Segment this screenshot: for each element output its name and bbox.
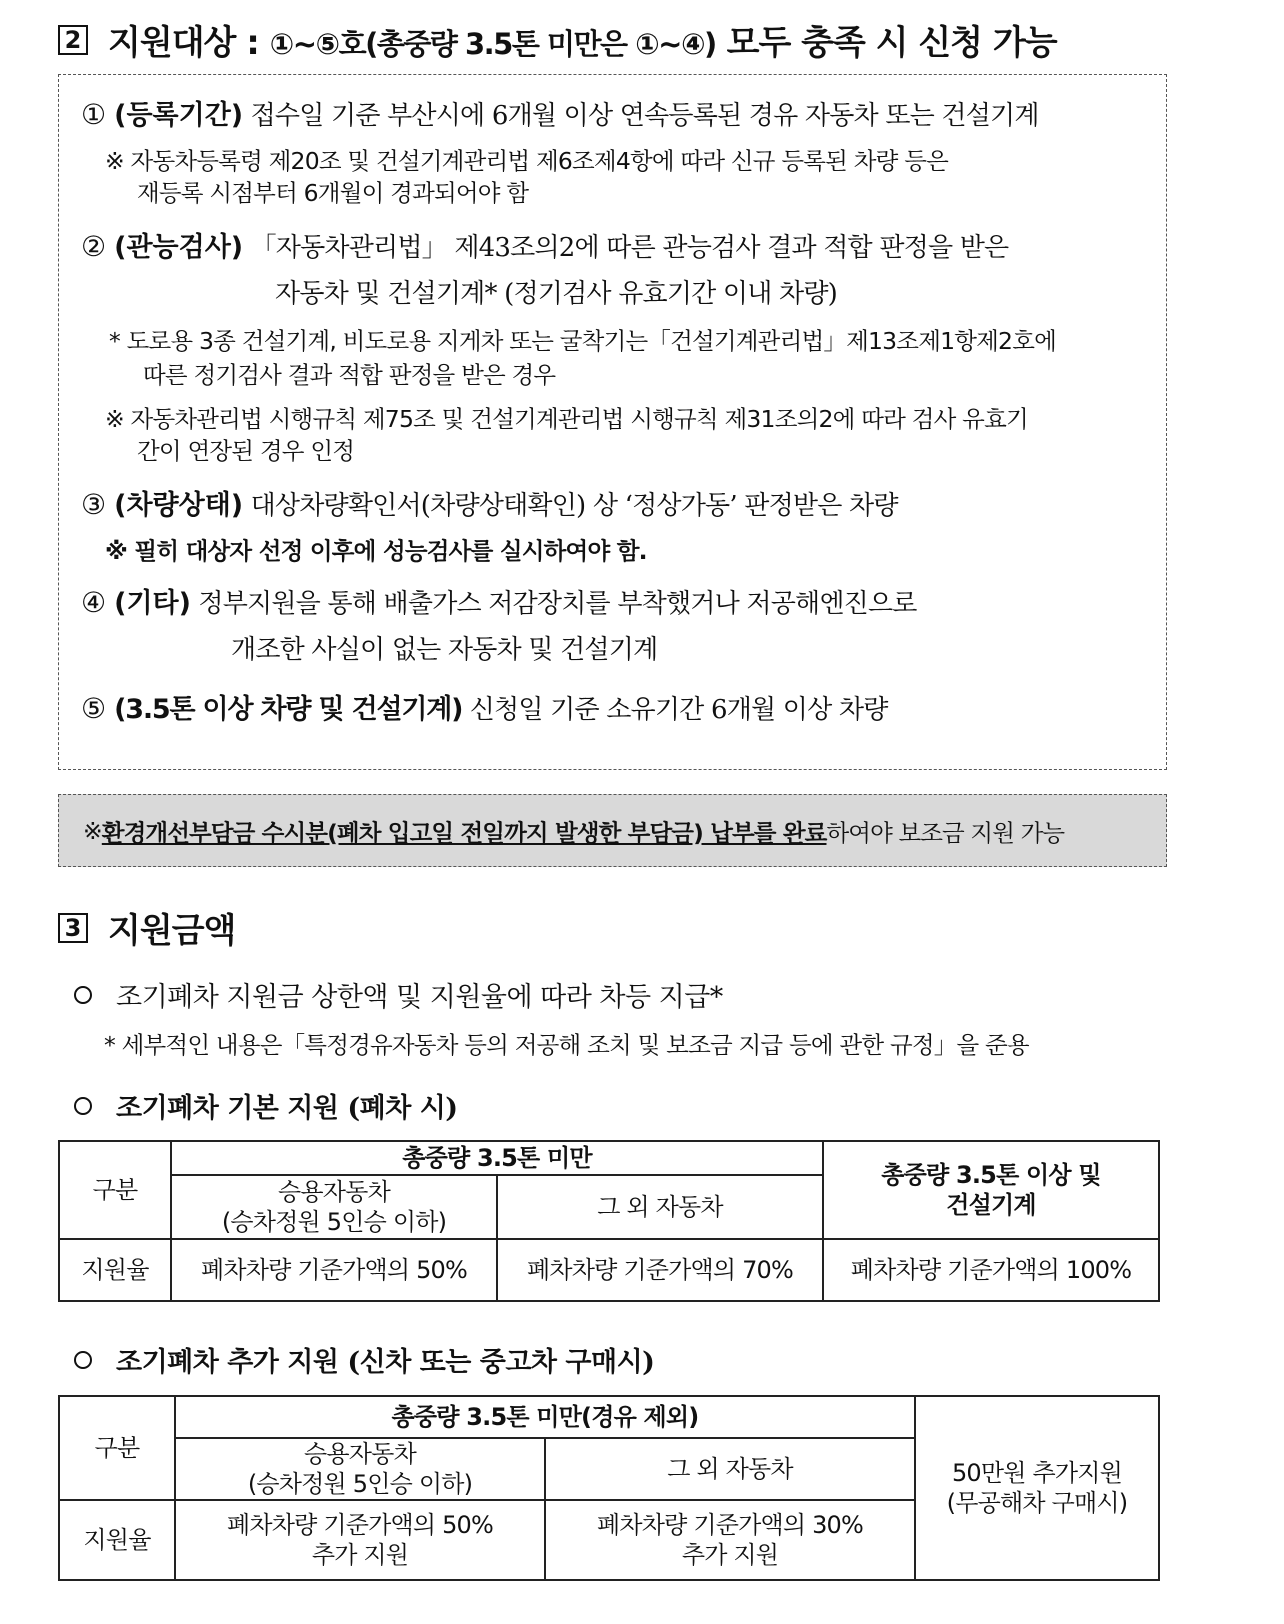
criterion-2-cont [275,273,837,310]
footnote-regulation: * 세부적인 내용은「특정경유자동차 등의 저공해 조치 및 보조금 지급 등에 관한 규정」을 준용 [104,1031,1029,1059]
criterion-3-mark: ③ [81,488,107,521]
t2-value-passenger-line2: 추가 지원 [311,1541,409,1569]
t2-right-line1: 50만원 추가지원 [951,1459,1123,1487]
t2-value-other [545,1500,915,1580]
t1-header-other: 그 외 자동차 [497,1175,823,1239]
t2-value-other-line2: 추가 지원 [681,1541,779,1569]
t2-right-line2: (무공해차 구매시) [946,1489,1128,1517]
basic-support-table [58,1140,1160,1302]
t2-header-other: 그 외 자동차 [545,1438,915,1500]
criterion-2 [81,225,1008,264]
notice-prefix: ※ [83,816,102,845]
t1-header-category: 구분 [59,1141,171,1239]
bullet-support-limit [74,975,723,1014]
section3-title: 지원금액 [108,911,236,951]
bullet-basic-support [74,1086,458,1125]
t1-header-over35-line2: 건설기계 [946,1191,1036,1219]
criterion-3-text: 대상차량확인서(차량상태확인) 상 ‘정상가동’ 판정받은 차량 [243,491,898,521]
criteria-box [58,74,1167,770]
criterion-5-mark: ⑤ [81,692,107,725]
t2-right-cell [915,1396,1159,1580]
bullet-basic-support-text: 조기폐차 기본 지원 (폐차 시) [116,1093,458,1124]
criterion-4-label: (기타) [114,588,191,619]
t1-row-label: 지원율 [59,1239,171,1301]
criterion-2-text2: 자동차 및 건설기계* (정기검사 유효기간 이내 차량) [275,279,837,309]
section2-number: 2 [58,25,88,55]
criterion-3-label: (차량상태) [114,490,244,521]
additional-support-table [58,1395,1160,1581]
section2-title-main: 지원대상 : [108,23,270,63]
t2-header-category: 구분 [59,1396,175,1500]
criterion-4-mark: ④ [81,586,107,619]
criterion-4-text2: 개조한 사실이 없는 자동차 및 건설기계 [231,635,658,665]
payment-notice [58,794,1167,867]
t1-header-passenger-line2: (승차정원 5인승 이하) [221,1208,447,1236]
criterion-1-label: (등록기간) [114,100,244,131]
criterion-4-cont [231,629,657,666]
criterion-2-label: (관능검사) [114,232,244,263]
t1-header-passenger-line1: 승용자동차 [278,1178,390,1206]
note-1-line2: 재등록 시점부터 6개월이 경과되어야 함 [137,179,529,207]
notice-underlined: 환경개선부담금 수시분(폐차 입고일 전일까지 발생한 부담금) 납부를 완료 [101,818,827,847]
t1-value-passenger: 폐차차량 기준가액의 50% [171,1239,497,1301]
section3-number: 3 [58,913,88,943]
note-3-line2: 간이 연장된 경우 인정 [137,437,355,465]
criterion-1 [81,93,1039,132]
section2-title-end: 모두 충족 시 신청 가능 [715,23,1057,63]
note-4: ※ 필히 대상자 선정 이후에 성능검사를 실시하여야 함. [105,537,647,565]
bullet-additional-support [74,1340,654,1379]
bullet-circle-icon [74,986,92,1004]
t2-header-passenger-line1: 승용자동차 [304,1440,416,1468]
t2-value-passenger-line1: 폐차차량 기준가액의 50% [226,1511,494,1539]
criterion-1-text: 접수일 기준 부산시에 6개월 이상 연속등록된 경유 자동차 또는 건설기계 [243,101,1039,131]
criterion-1-mark: ① [81,98,107,131]
t1-value-other: 폐차차량 기준가액의 70% [497,1239,823,1301]
criterion-4 [81,581,917,620]
section3-heading [58,903,235,952]
bullet-circle-icon [74,1351,92,1369]
notice-suffix: 하여야 보조금 지원 가능 [826,818,1065,847]
criterion-2-mark: ② [81,230,107,263]
criterion-2-text: 「자동차관리법」 제43조의2에 따른 관능검사 결과 적합 판정을 받은 [243,233,1009,263]
t2-header-passenger-line2: (승차정원 5인승 이하) [247,1470,473,1498]
criterion-5-text: 신청일 기준 소유기간 6개월 이상 차량 [462,695,888,725]
criterion-5-label: (3.5톤 이상 차량 및 건설기계) [114,694,463,725]
t2-header-passenger [175,1438,545,1500]
t1-header-over35 [823,1141,1159,1239]
t1-header-over35-line1: 총중량 3.5톤 이상 및 [881,1161,1101,1189]
t2-value-other-line1: 폐차차량 기준가액의 30% [596,1511,864,1539]
criterion-5 [81,687,888,726]
t2-row-label: 지원율 [59,1500,175,1580]
t1-header-passenger [171,1175,497,1239]
note-3-line1: ※ 자동차관리법 시행규칙 제75조 및 건설기계관리법 시행규칙 제31조의2에 따라 검사 유효기 [105,405,1028,433]
note-1-line1: ※ 자동차등록령 제20조 및 건설기계관리법 제6조제4항에 따라 신규 등록된 차량 등은 [105,147,949,175]
note-2-line2: 따른 정기검사 결과 적합 판정을 받은 경우 [143,361,556,389]
bullet-support-limit-text: 조기폐차 지원금 상한액 및 지원율에 따라 차등 지급* [116,982,723,1013]
bullet-additional-support-text: 조기폐차 추가 지원 (신차 또는 중고차 구매시) [116,1347,655,1378]
criterion-4-text: 정부지원을 통해 배출가스 저감장치를 부착했거나 저공해엔진으로 [190,589,917,619]
section2-title-mid: ①~⑤호(총중량 3.5톤 미만은 ①~④) [269,27,716,61]
note-2-line1: * 도로용 3종 건설기계, 비도로용 지게차 또는 굴착기는「건설기계관리법」제13조제1항제2호에 [109,327,1057,355]
bullet-circle-icon [74,1097,92,1115]
t1-value-over35: 폐차차량 기준가액의 100% [823,1239,1159,1301]
t1-header-under35: 총중량 3.5톤 미만 [171,1141,823,1175]
t2-value-passenger [175,1500,545,1580]
section2-heading [58,15,1057,64]
criterion-3 [81,483,898,522]
t2-header-under35: 총중량 3.5톤 미만(경유 제외) [175,1396,915,1438]
